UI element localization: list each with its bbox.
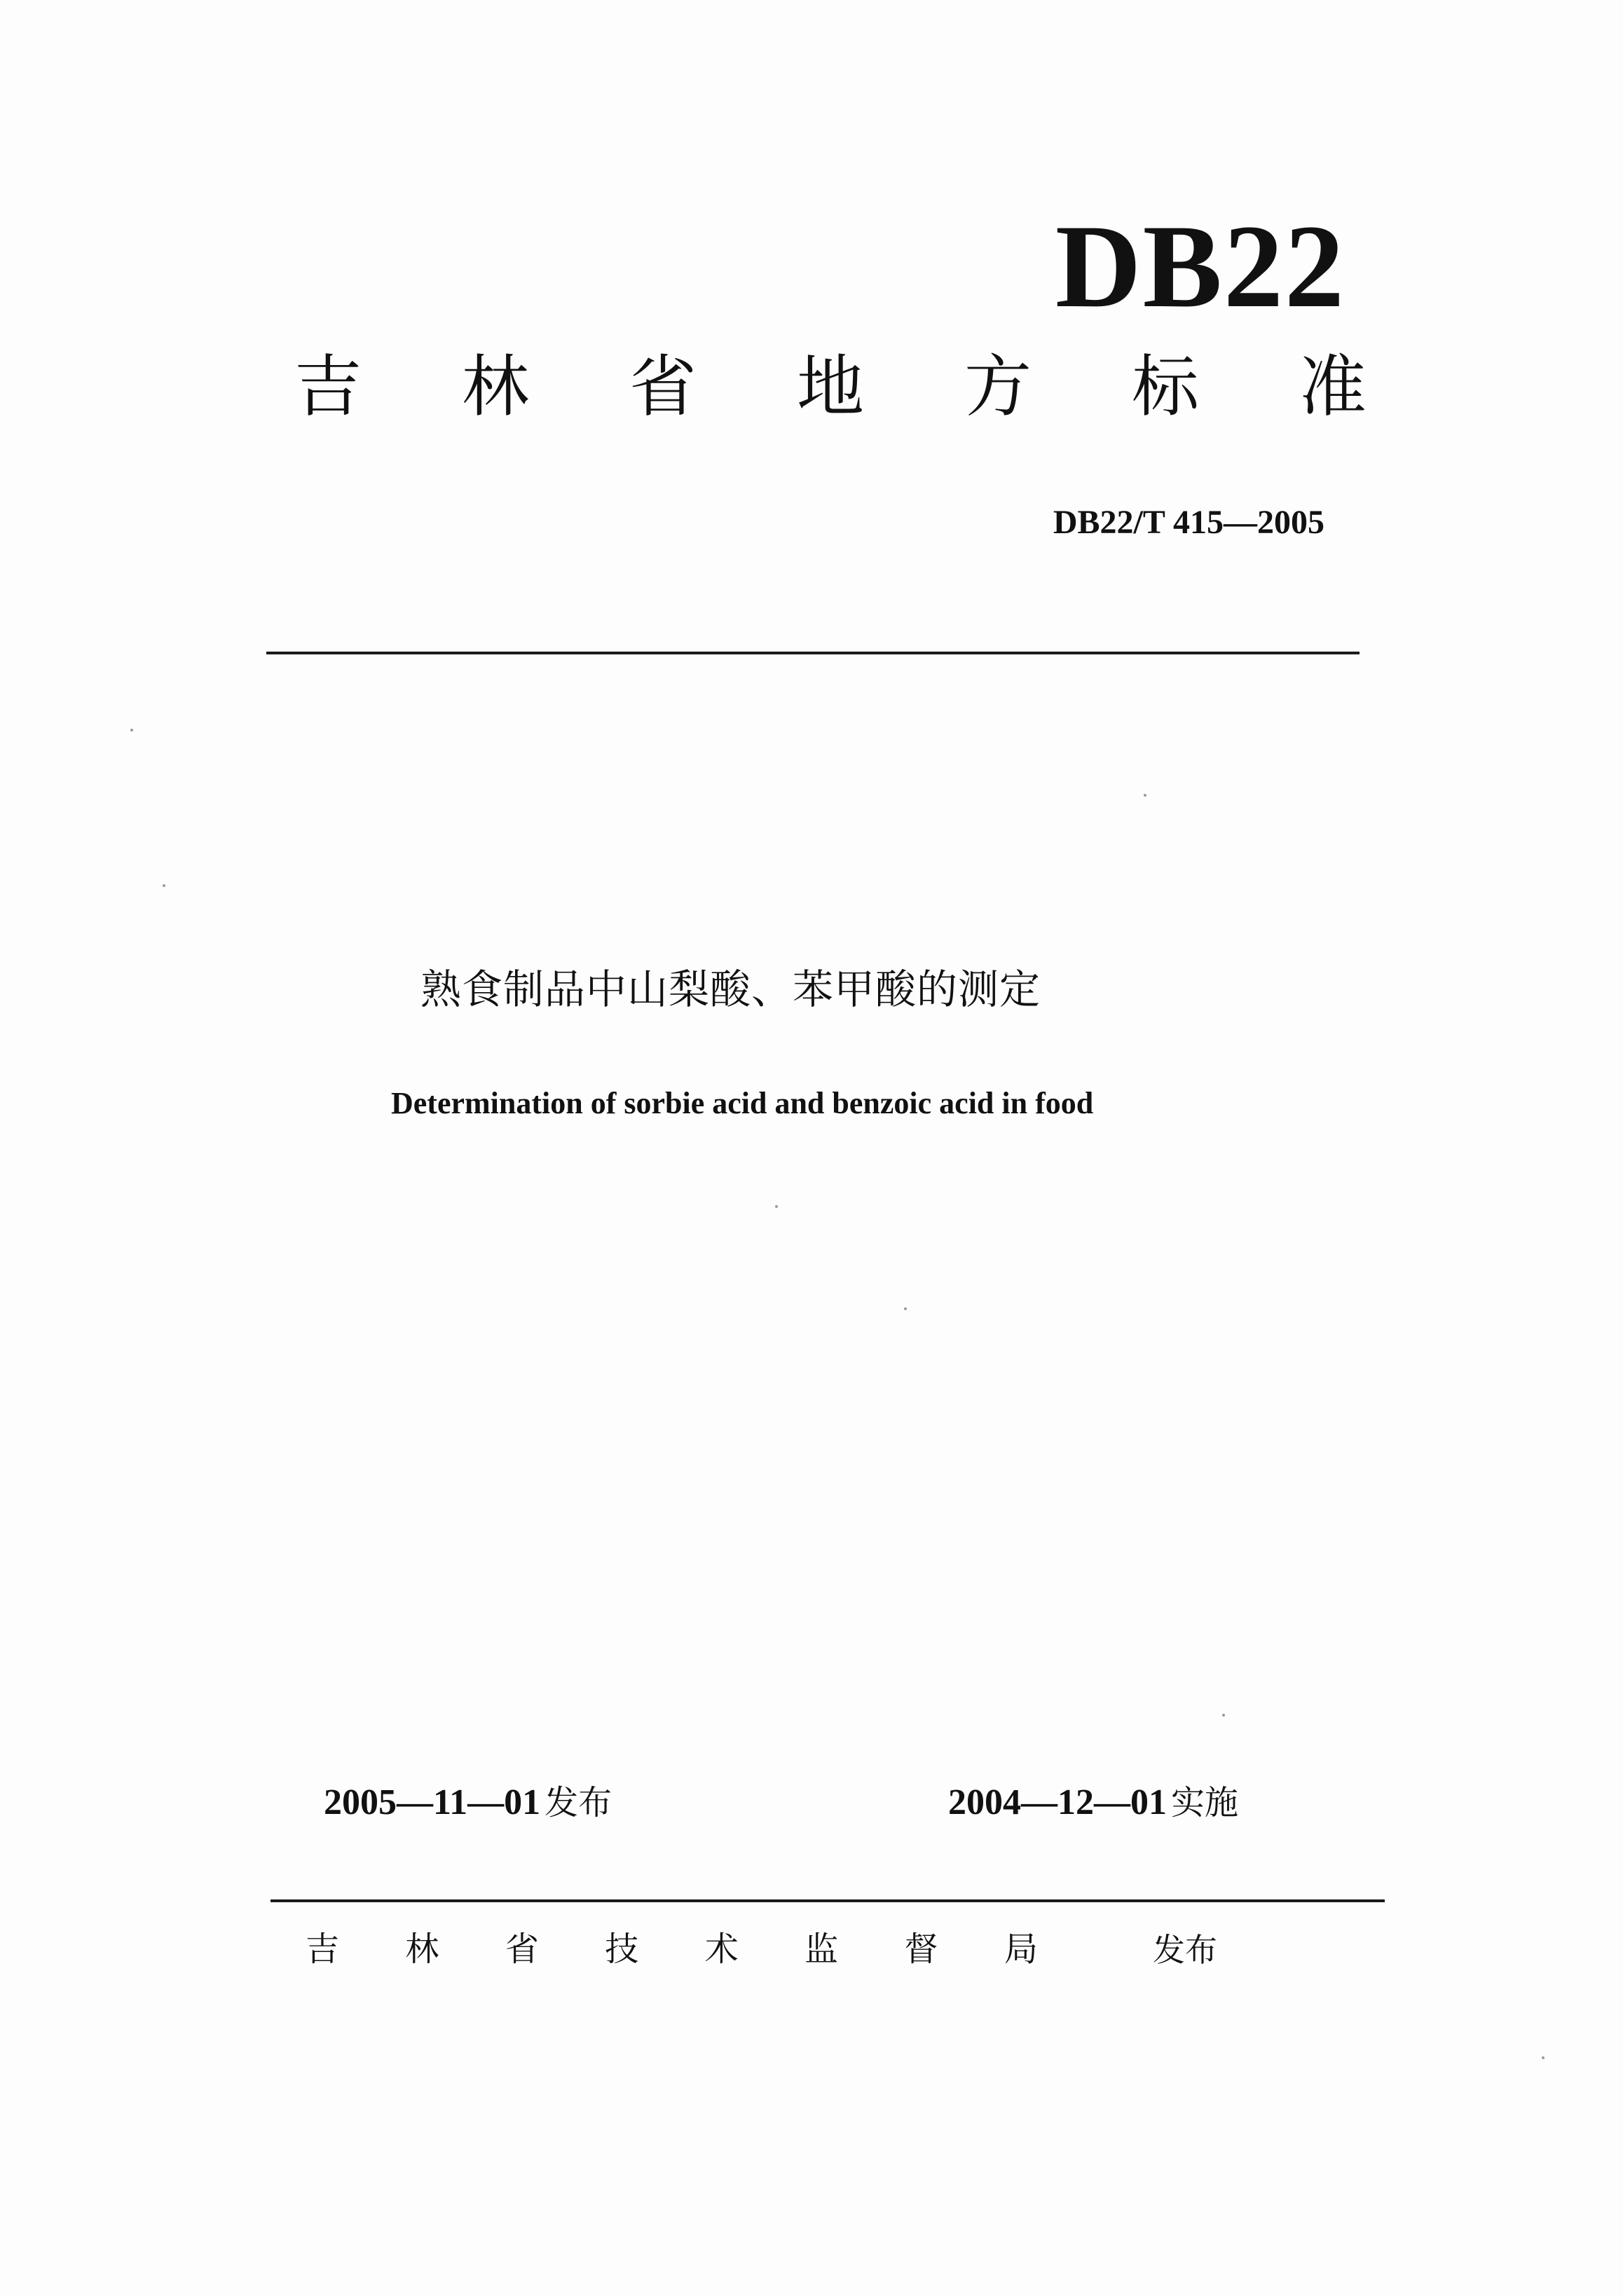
document-title-chinese: 熟食制品中山梨酸、苯甲酸的测定: [420, 965, 1041, 1013]
top-divider: [266, 652, 1360, 654]
issue-date: 2005—11—01: [324, 1782, 541, 1822]
publisher-char: 监: [804, 1930, 839, 1969]
scan-speck: [904, 1307, 907, 1310]
issue-label: 发布: [545, 1783, 612, 1822]
title-char: 准: [1299, 350, 1367, 425]
publisher-name: [306, 1930, 1038, 1969]
title-char: 吉: [294, 350, 362, 425]
scan-speck: [775, 1205, 778, 1208]
publisher-char: 吉: [306, 1930, 340, 1969]
scan-speck: [1222, 1714, 1225, 1717]
scan-speck: [130, 729, 133, 731]
title-char: 方: [964, 350, 1032, 425]
standard-type-title: [294, 350, 1367, 425]
document-title-english: Determination of sorbie acid and benzoic acid in food: [391, 1086, 1094, 1120]
implementation-date: 2004—12—01: [948, 1782, 1167, 1822]
bottom-divider: [270, 1899, 1385, 1902]
publisher-char: 技: [605, 1930, 639, 1969]
publisher-char: 督: [904, 1930, 938, 1969]
title-char: 林: [462, 350, 529, 425]
publisher-char: 术: [704, 1930, 739, 1969]
scan-speck: [163, 884, 165, 887]
scan-speck: [1144, 794, 1146, 797]
publisher-char: 局: [1004, 1930, 1038, 1969]
publisher-char: 林: [405, 1930, 439, 1969]
publisher-char: 省: [505, 1930, 539, 1969]
standard-code: DB22: [1055, 200, 1345, 332]
implementation-label: 实施: [1171, 1783, 1239, 1822]
implementation-date-line: [948, 1782, 1239, 1822]
publish-label: 发布: [1153, 1931, 1217, 1969]
title-char: 地: [797, 350, 864, 425]
standard-number: DB22/T 415—2005: [1053, 504, 1324, 541]
issue-date-line: [324, 1782, 612, 1822]
scan-speck: [1542, 2056, 1545, 2059]
title-char: 省: [629, 350, 697, 425]
title-char: 标: [1132, 350, 1199, 425]
